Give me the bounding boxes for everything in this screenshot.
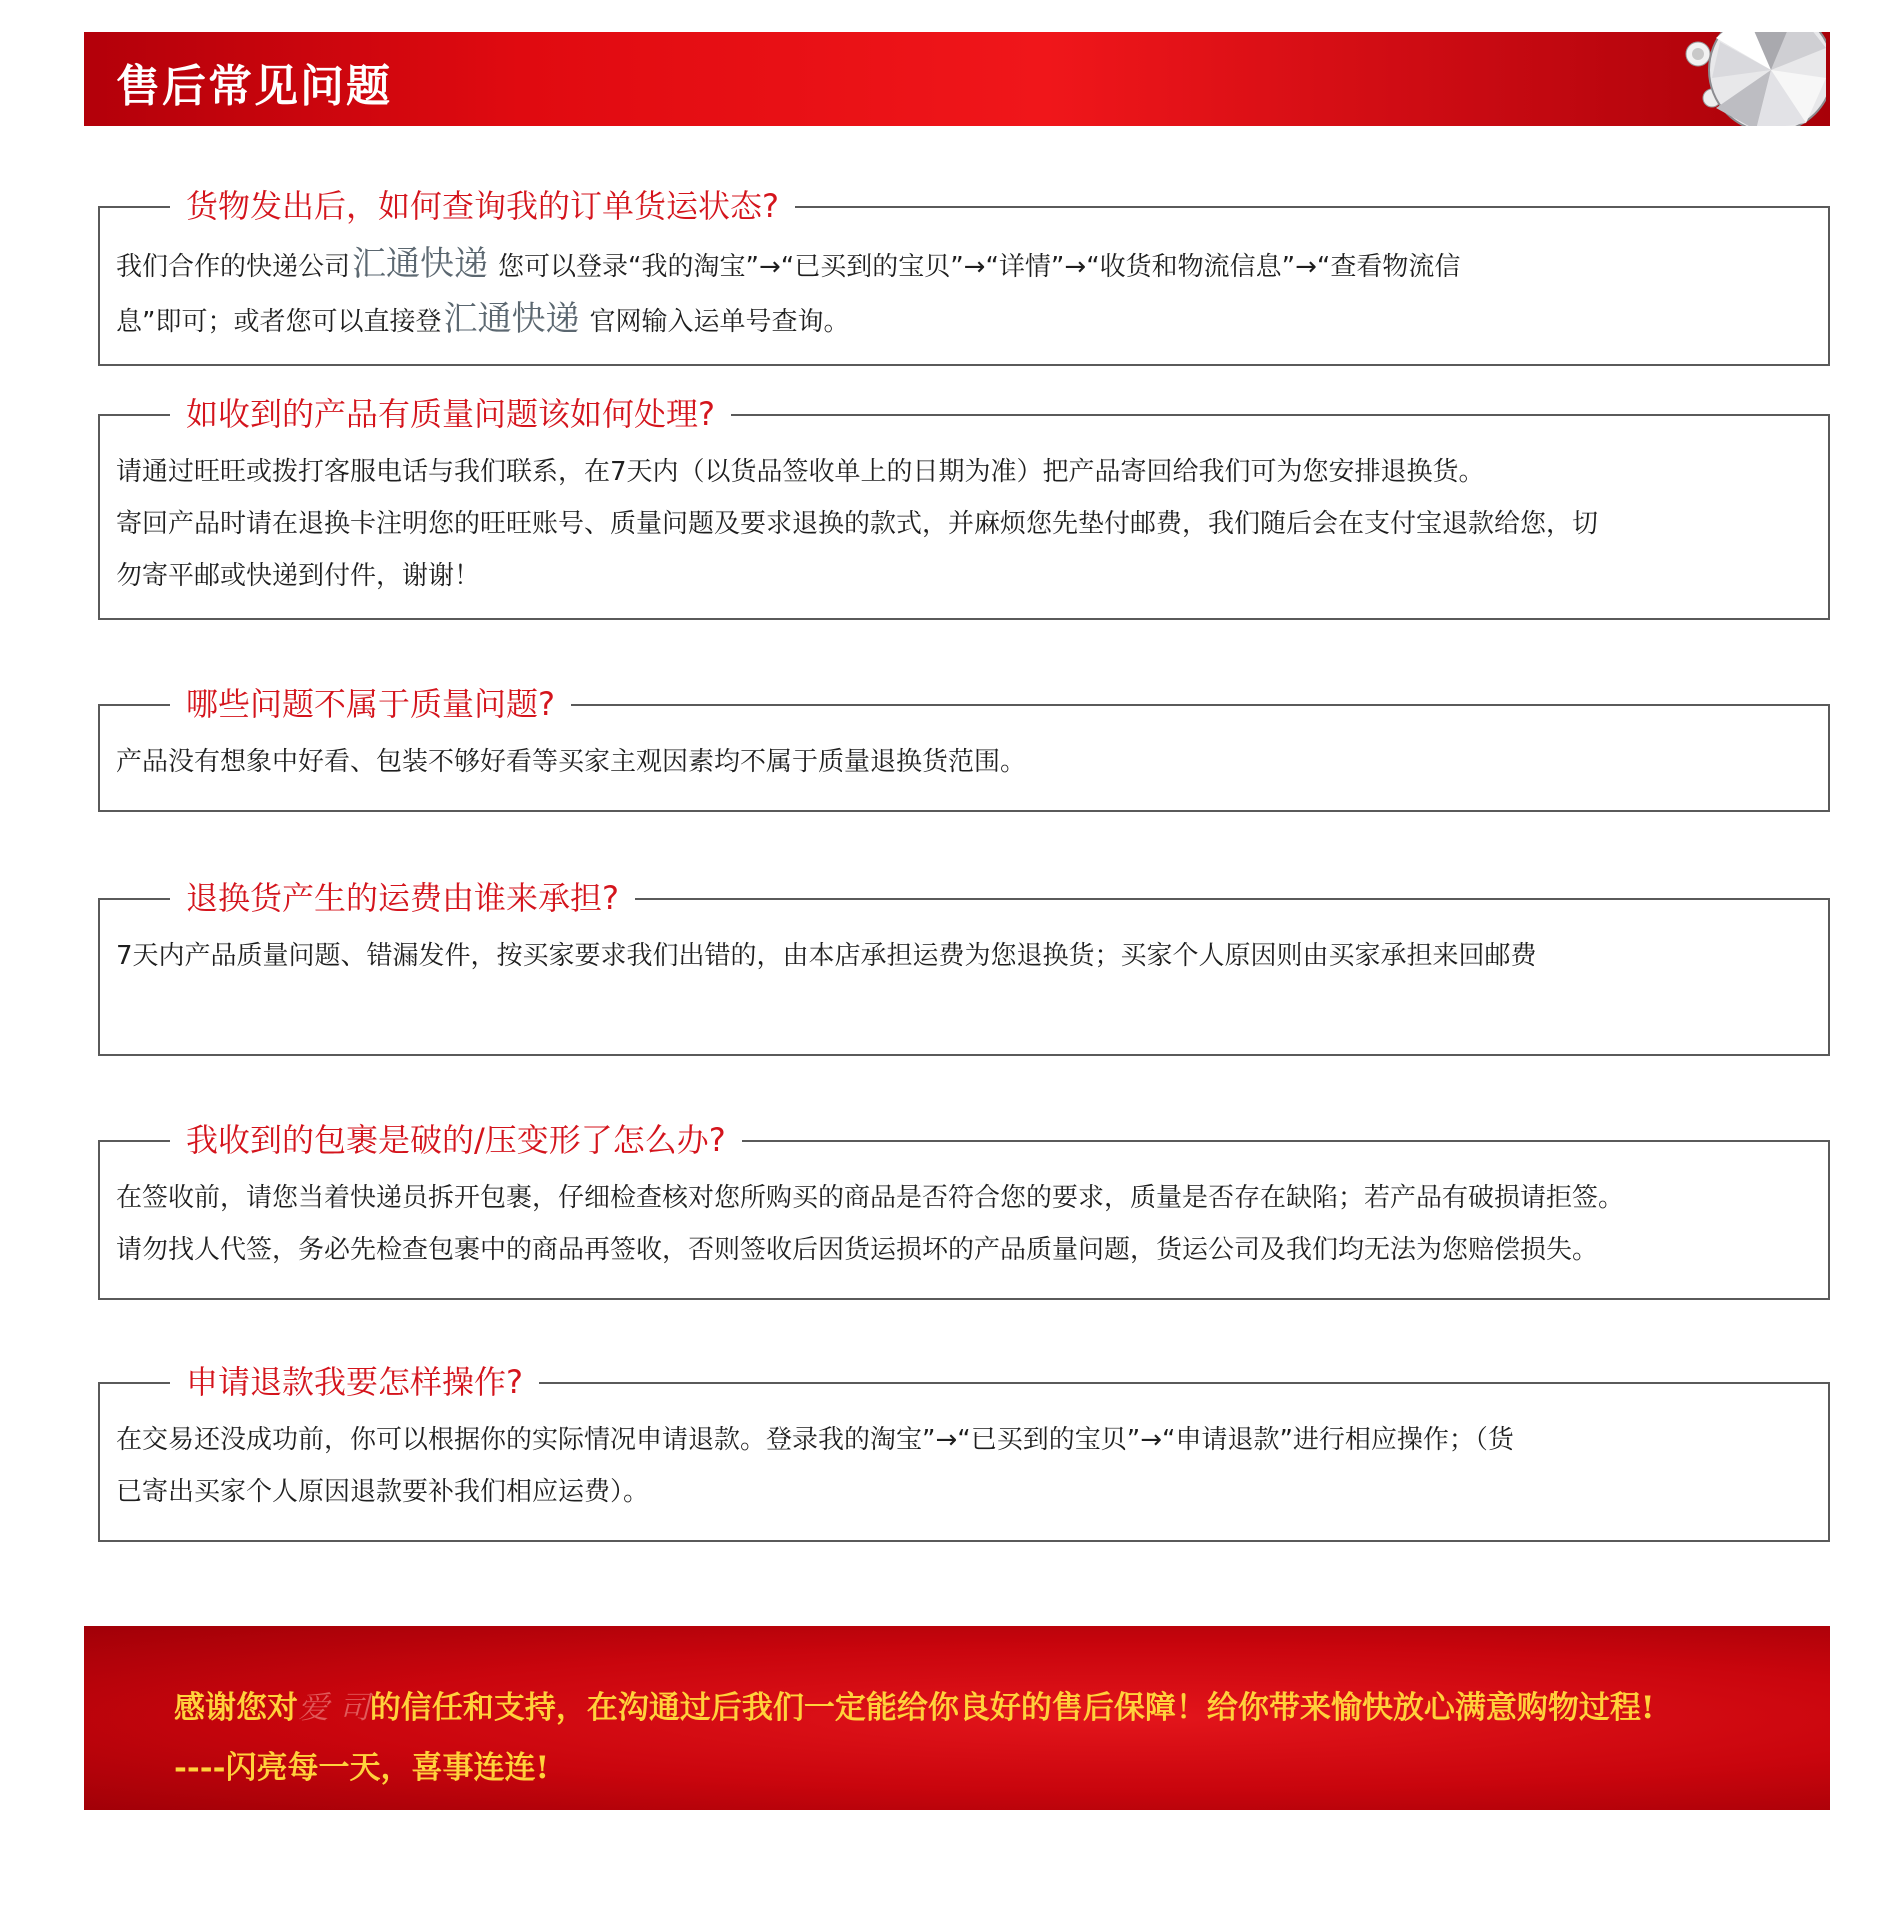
- faq-text: 我们合作的快递公司: [116, 252, 351, 282]
- header-banner: [84, 32, 1830, 126]
- faq-item: [98, 685, 1830, 812]
- faq-answer-line: 已寄出买家个人原因退款要补我们相应运费）。: [116, 1477, 650, 1507]
- faq-question: 退换货产生的运费由谁来承担?: [170, 872, 635, 924]
- faq-item: [98, 395, 1830, 620]
- footer-text: 感谢您对: [174, 1690, 298, 1726]
- faq-answer-line: 请勿找人代签，务必先检查包裹中的商品再签收，否则签收后因货运损坏的产品质量问题，货运公司及我们均无法为您赔偿损失。: [116, 1235, 1599, 1265]
- faq-answer: [116, 446, 1814, 602]
- page-title: 售后常见问题: [116, 61, 392, 112]
- faq-answer-line: 请通过旺旺或拨打客服电话与我们联系，在7天内（以货品签收单上的日期为准）把产品寄回给我们可为您安排退换货。: [116, 457, 1485, 487]
- faq-item: [98, 1363, 1830, 1542]
- shop-name-watermark: 爱 司: [298, 1690, 370, 1726]
- faq-answer: [116, 1414, 1814, 1518]
- faq-answer-line: 在交易还没成功前，你可以根据你的实际情况申请退款。登录我的淘宝”→“已买到的宝贝”→“申请退款”进行相应操作；（货: [116, 1425, 1514, 1455]
- footer-slogan: ----闪亮每一天，喜事连连!: [174, 1750, 550, 1786]
- courier-brand-logo: 汇通快递: [443, 299, 580, 339]
- faq-answer-line: [116, 238, 1814, 293]
- faq-answer-line: 产品没有想象中好看、包装不够好看等买家主观因素均不属于质量退换货范围。: [116, 747, 1027, 777]
- courier-brand-logo: 汇通快递: [352, 244, 489, 284]
- faq-question: 我收到的包裹是破的/压变形了怎么办?: [170, 1114, 742, 1166]
- faq-answer-line: [116, 293, 1814, 348]
- diamond-icon: [1676, 32, 1826, 126]
- faq-answer-line: 7天内产品质量问题、错漏发件，按买家要求我们出错的，由本店承担运费为您退换货；买家个人原因则由买家承担来回邮费: [116, 941, 1537, 971]
- faq-item: [98, 879, 1830, 1056]
- faq-question: 申请退款我要怎样操作?: [170, 1356, 539, 1408]
- faq-text: 官网输入运单号查询。: [589, 307, 850, 337]
- faq-answer-line: 在签收前，请您当着快递员拆开包裹，仔细检查核对您所购买的商品是否符合您的要求，质量是否存在缺陷；若产品有破损请拒签。: [116, 1183, 1625, 1213]
- faq-text: 您可以登录“我的淘宝”→“已买到的宝贝”→“详情”→“收货和物流信息”→“查看物流信: [498, 252, 1461, 282]
- faq-answer-line: 寄回产品时请在退换卡注明您的旺旺账号、质量问题及要求退换的款式，并麻烦您先垫付邮费，我们随后会在支付宝退款给您，切: [116, 509, 1599, 539]
- faq-question: 货物发出后，如何查询我的订单货运状态?: [170, 180, 795, 232]
- faq-answer: [116, 930, 1814, 982]
- faq-answer: [116, 238, 1814, 348]
- footer-banner: [84, 1626, 1830, 1810]
- faq-item: [98, 187, 1830, 366]
- faq-item: [98, 1121, 1830, 1300]
- faq-answer-line: 勿寄平邮或快递到付件，谢谢！: [116, 561, 481, 591]
- faq-question: 如收到的产品有质量问题该如何处理?: [170, 388, 731, 440]
- faq-answer: [116, 1172, 1814, 1276]
- footer-text: 的信任和支持，在沟通过后我们一定能给你良好的售后保障！给你带来愉快放心满意购物过程!: [369, 1690, 1655, 1726]
- faq-text: 息”即可；或者您可以直接登: [116, 307, 442, 337]
- faq-question: 哪些问题不属于质量问题?: [170, 678, 571, 730]
- faq-answer: [116, 736, 1814, 788]
- footer-thanks: [174, 1682, 1654, 1727]
